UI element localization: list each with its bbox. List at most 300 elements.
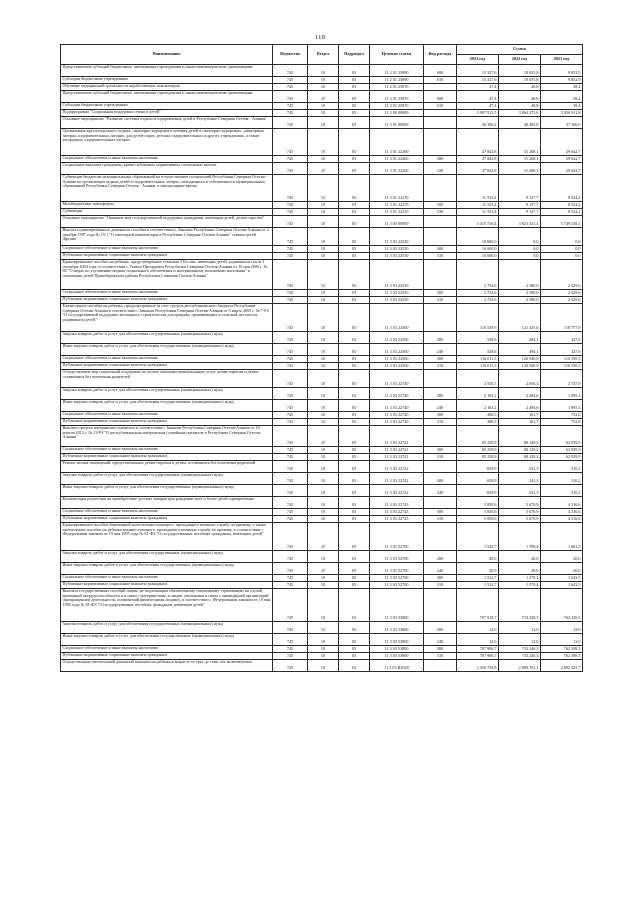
- cell-section: 10: [308, 589, 339, 622]
- table-row: [61, 419, 583, 426]
- cell-amount-2022: 68 120,2: [499, 454, 541, 461]
- cell-name: Закупка товаров, работ и услуг для обеспечения государственных (муниципальных) нужд: [61, 388, 273, 400]
- cell-name: Единовременное пособие беременной жене военнослужащего, проходящего военную службу по призыву, а также ежемесячное пособие на ребенка военнослужащего, проходящего военную службу по призыву, в соответствии с Федеральным законом от 19 мая 1995 года № 81-ФЗ "О государственных пособиях гражданам, имеющим детей": [61, 523, 273, 551]
- cell-amount-2022: 5 670,9: [499, 516, 541, 523]
- table-row: [61, 412, 583, 419]
- cell-subsection: 03: [339, 110, 370, 117]
- cell-subsection: 03: [339, 412, 370, 419]
- table-row: [61, 426, 583, 447]
- cell-amount-2021: 528,6: [457, 344, 499, 356]
- cell-article: 11 3 03 52700: [370, 582, 424, 589]
- table-row: [61, 344, 583, 356]
- cell-amount-2021: 2 754,6: [457, 290, 499, 297]
- cell-amount-2021: 1 522,7: [457, 575, 499, 582]
- cell-subsection: 03: [339, 228, 370, 246]
- cell-name: Социальное обеспечение и иные выплаты населению: [61, 246, 273, 253]
- cell-subsection: 03: [339, 65, 370, 77]
- cell-subsection: 03: [339, 646, 370, 653]
- cell-name: Социальное обеспечение и иные выплаты населению: [61, 156, 273, 163]
- cell-dept: 745: [273, 246, 308, 253]
- cell-section: 10: [308, 551, 339, 563]
- budget-table: [60, 44, 583, 672]
- cell-dept: 745: [273, 646, 308, 653]
- cell-amount-2023: 510,2: [541, 485, 583, 497]
- cell-article: 11 3 03 52700: [370, 551, 424, 563]
- cell-amount-2022: 2 494,6: [499, 400, 541, 412]
- cell-amount-2023: 38,4: [541, 91, 583, 103]
- table-row: [61, 163, 583, 175]
- cell-kind: 200: [424, 551, 457, 563]
- cell-name: Иные закупки товаров, работ и услуг для обеспечения государственных (муниципальных) нужд: [61, 634, 273, 646]
- cell-amount-2023: 1 643,5: [541, 582, 583, 589]
- cell-dept: 745: [273, 253, 308, 260]
- cell-amount-2021: 56 396,2: [457, 117, 499, 129]
- cell-kind: [424, 461, 457, 473]
- cell-amount-2023: 3 856 911,8: [541, 110, 583, 117]
- cell-section: 10: [308, 117, 339, 129]
- cell-subsection: 03: [339, 400, 370, 412]
- table-row: [61, 246, 583, 253]
- header-year-2023: 2023 год: [541, 55, 583, 65]
- cell-article: 11 2 01 25890: [370, 77, 424, 84]
- cell-section: 10: [308, 461, 339, 473]
- table-row: [61, 497, 583, 509]
- cell-section: 10: [308, 246, 339, 253]
- table-row: [61, 447, 583, 454]
- cell-amount-2023: 20,0: [541, 551, 583, 563]
- header-section: Раздел: [308, 45, 339, 65]
- cell-amount-2022: 733 246,3: [499, 653, 541, 660]
- cell-dept: 745: [273, 447, 308, 454]
- cell-amount-2023: 37 166,9: [541, 117, 583, 129]
- cell-amount-2022: 40,8: [499, 103, 541, 110]
- cell-amount-2023: 62 939,9: [541, 426, 583, 447]
- cell-amount-2023: 2 747,9: [541, 370, 583, 388]
- header-article: Целевая статья: [370, 45, 424, 65]
- cell-subsection: 03: [339, 246, 370, 253]
- cell-amount-2022: 1 579,4: [499, 575, 541, 582]
- cell-section: 10: [308, 344, 339, 356]
- cell-dept: 745: [273, 461, 308, 473]
- cell-article: 11 3 03 22740: [370, 412, 424, 419]
- cell-amount-2022: 1 599,4: [499, 523, 541, 551]
- cell-subsection: 03: [339, 356, 370, 363]
- cell-amount-2023: 2 429,6: [541, 260, 583, 290]
- cell-article: 11 3 03 22560: [370, 363, 424, 370]
- cell-amount-2023: 110 350,3: [541, 356, 583, 363]
- cell-dept: 745: [273, 551, 308, 563]
- cell-subsection: 03: [339, 447, 370, 454]
- cell-dept: 745: [273, 332, 308, 344]
- cell-subsection: 03: [339, 419, 370, 426]
- cell-kind: 300: [424, 575, 457, 582]
- cell-section: 10: [308, 419, 339, 426]
- cell-article: 11 3 03 22742: [370, 461, 424, 473]
- cell-name: Социальные выплаты гражданам, кроме публичных нормативных социальных выплат: [61, 163, 273, 175]
- cell-subsection: 03: [339, 461, 370, 473]
- cell-article: 11 3 03 22741: [370, 447, 424, 454]
- cell-section: 10: [308, 426, 339, 447]
- table-header: [61, 45, 583, 65]
- cell-article: 11 3 03 22560: [370, 344, 424, 356]
- cell-amount-2023: 2 429,6: [541, 290, 583, 297]
- cell-kind: 300: [424, 509, 457, 516]
- table-row: [61, 473, 583, 485]
- cell-article: 11 3 03 22530: [370, 228, 424, 246]
- cell-amount-2023: 9 852,9: [541, 77, 583, 84]
- cell-amount-2023: 62 939,9: [541, 454, 583, 461]
- cell-kind: [424, 129, 457, 156]
- table-row: [61, 304, 583, 332]
- cell-dept: 745: [273, 412, 308, 419]
- cell-article: 11 3 03 22743: [370, 509, 424, 516]
- cell-amount-2023: 62 939,9: [541, 447, 583, 454]
- cell-dept: 745: [273, 426, 308, 447]
- cell-article: 11 2 01 25870: [370, 84, 424, 91]
- cell-amount-2021: 11 553,4: [457, 175, 499, 202]
- cell-subsection: 03: [339, 516, 370, 523]
- cell-section: 10: [308, 575, 339, 582]
- cell-section: 10: [308, 156, 339, 163]
- cell-amount-2023: 38,4: [541, 103, 583, 110]
- cell-amount-2021: 528,6: [457, 332, 499, 344]
- table-row: [61, 175, 583, 202]
- cell-name: Публичные нормативные социальные выплаты гражданам: [61, 363, 273, 370]
- cell-dept: 745: [273, 304, 308, 332]
- cell-kind: 320: [424, 163, 457, 175]
- cell-name: Социальное обеспечение и иные выплаты населению: [61, 412, 273, 419]
- cell-article: 11 2 01 25870: [370, 103, 424, 110]
- cell-name: Социальное обеспечение и иные выплаты населению: [61, 447, 273, 454]
- table-row: [61, 363, 583, 370]
- cell-subsection: 03: [339, 454, 370, 461]
- table-row: [61, 575, 583, 582]
- cell-section: 10: [308, 290, 339, 297]
- header-name: Наименование: [61, 45, 273, 65]
- cell-section: 10: [308, 253, 339, 260]
- cell-dept: 745: [273, 260, 308, 290]
- cell-kind: [424, 497, 457, 509]
- table-row: [61, 356, 583, 363]
- cell-name: Иные закупки товаров, работ и услуг для обеспечения государственных (муниципальных) нужд: [61, 344, 273, 356]
- cell-subsection: 03: [339, 473, 370, 485]
- table-row: [61, 509, 583, 516]
- cell-amount-2023: 110 350,3: [541, 363, 583, 370]
- cell-amount-2022: 2 656,3: [499, 370, 541, 388]
- cell-name: Публичные нормативные социальные выплаты гражданам: [61, 419, 273, 426]
- cell-amount-2023: 4 316,6: [541, 497, 583, 509]
- cell-article: 11 3 03 22560: [370, 356, 424, 363]
- cell-section: 10: [308, 634, 339, 646]
- cell-kind: [424, 216, 457, 228]
- cell-amount-2021: 116 539,9: [457, 304, 499, 332]
- cell-section: 10: [308, 260, 339, 290]
- cell-article: 11 3 03 22743: [370, 516, 424, 523]
- cell-amount-2022: 20,0: [499, 551, 541, 563]
- cell-kind: [424, 84, 457, 91]
- cell-amount-2022: 2 580,0: [499, 290, 541, 297]
- cell-amount-2021: 2 754,6: [457, 297, 499, 304]
- header-dept: Ведомство: [273, 45, 308, 65]
- cell-dept: 745: [273, 523, 308, 551]
- cell-kind: 300: [424, 246, 457, 253]
- cell-article: 11 3 03 00000: [370, 216, 424, 228]
- cell-article: 11 3 03 53800: [370, 589, 424, 622]
- cell-subsection: 03: [339, 523, 370, 551]
- table-row: [61, 653, 583, 660]
- cell-subsection: 03: [339, 332, 370, 344]
- cell-section: 10: [308, 660, 339, 672]
- cell-section: 10: [308, 363, 339, 370]
- cell-section: 10: [308, 228, 339, 246]
- cell-amount-2022: 120 940,9: [499, 356, 541, 363]
- cell-amount-2023: 0,0: [541, 228, 583, 246]
- cell-amount-2021: 47 842,8: [457, 129, 499, 156]
- table-row: [61, 332, 583, 344]
- cell-name: Иные закупки товаров, работ и услуг для обеспечения государственных (муниципальных) нужд: [61, 485, 273, 497]
- cell-name: Предоставление субсидий бюджетным, автономным учреждениям и иным некоммерческим организациям: [61, 91, 273, 103]
- cell-amount-2022: 161,7: [499, 412, 541, 419]
- cell-amount-2022: 2 580,0: [499, 260, 541, 290]
- table-row: [61, 91, 583, 103]
- cell-section: 10: [308, 103, 339, 110]
- cell-name: Субвенции: [61, 209, 273, 216]
- cell-section: 10: [308, 447, 339, 454]
- cell-amount-2021: 85 250,9: [457, 447, 499, 454]
- cell-name: Публичные нормативные социальные выплаты гражданам: [61, 253, 273, 260]
- cell-amount-2023: 4 316,6: [541, 516, 583, 523]
- cell-kind: 240: [424, 634, 457, 646]
- cell-section: 10: [308, 356, 339, 363]
- cell-kind: 300: [424, 356, 457, 363]
- cell-amount-2021: 2 163,2: [457, 388, 499, 400]
- cell-dept: 745: [273, 485, 308, 497]
- cell-section: 10: [308, 582, 339, 589]
- cell-subsection: 03: [339, 156, 370, 163]
- cell-kind: 310: [424, 253, 457, 260]
- table-row: [61, 646, 583, 653]
- table-row: [61, 228, 583, 246]
- cell-article: 11 3 03 22741: [370, 454, 424, 461]
- cell-amount-2021: 5 850,6: [457, 509, 499, 516]
- cell-amount-2023: 8 524,2: [541, 175, 583, 202]
- table-row: [61, 117, 583, 129]
- cell-amount-2023: 9 852,9: [541, 65, 583, 77]
- cell-article: 11 3 03 22550: [370, 290, 424, 297]
- cell-article: 11 3 03 52700: [370, 523, 424, 551]
- cell-kind: 500: [424, 202, 457, 209]
- cell-subsection: 03: [339, 388, 370, 400]
- cell-kind: [424, 304, 457, 332]
- cell-amount-2022: 31 268,1: [499, 163, 541, 175]
- cell-dept: 745: [273, 103, 308, 110]
- table-row: [61, 400, 583, 412]
- cell-amount-2021: 3 415 716,4: [457, 216, 499, 228]
- cell-name: Выплата единовременного денежного пособия в соответствии с Законом Республики Северная Осетия-Алания от 2 декабря 1997 года № 15-1 "О ежегодной компенсации в Республике Северная Осетия-Алания" семьям детей Афгана": [61, 228, 273, 246]
- cell-section: 10: [308, 65, 339, 77]
- cell-dept: 745: [273, 209, 308, 216]
- cell-name: Ежемесячное пособие на ребенка, предусмотренное за счет средств республиканского бюджета Республики Северная Осетия-Алания в соответствии с Законом Республики Северная Осетия-Алания от 3 марта 2005 г. № 7-РЗ "О государственной поддержке жилищного строительства для граждан, проживающих в сельской местности, родившихся детей": [61, 304, 273, 332]
- table-row: [61, 297, 583, 304]
- cell-dept: 745: [273, 344, 308, 356]
- cell-amount-2021: 16 600,0: [457, 246, 499, 253]
- cell-amount-2021: 5 850,6: [457, 497, 499, 509]
- cell-dept: 745: [273, 419, 308, 426]
- cell-amount-2021: 47,4: [457, 103, 499, 110]
- cell-amount-2021: 15 327,6: [457, 65, 499, 77]
- cell-dept: 745: [273, 582, 308, 589]
- cell-kind: 600: [424, 65, 457, 77]
- cell-section: 10: [308, 412, 339, 419]
- cell-amount-2023: 752,6: [541, 419, 583, 426]
- cell-amount-2022: 0,0: [499, 228, 541, 246]
- cell-kind: 610: [424, 77, 457, 84]
- cell-section: 10: [308, 388, 339, 400]
- cell-amount-2023: 20,0: [541, 563, 583, 575]
- cell-amount-2022: 3 823 521,4: [499, 216, 541, 228]
- cell-amount-2021: 16 600,0: [457, 228, 499, 246]
- cell-subsection: 03: [339, 163, 370, 175]
- cell-amount-2023: 110 777,9: [541, 304, 583, 332]
- cell-kind: 310: [424, 297, 457, 304]
- table-body: [61, 65, 583, 672]
- cell-amount-2022: 0,0: [499, 253, 541, 260]
- cell-amount-2023: 2 802 425,7: [541, 660, 583, 672]
- header-sum: Сумма: [457, 45, 583, 55]
- cell-kind: [424, 110, 457, 117]
- cell-article: 11 3 03 22550: [370, 297, 424, 304]
- cell-kind: [424, 426, 457, 447]
- cell-subsection: 03: [339, 304, 370, 332]
- cell-amount-2022: 10 655,8: [499, 65, 541, 77]
- cell-amount-2022: 2 494,6: [499, 388, 541, 400]
- cell-kind: 300: [424, 156, 457, 163]
- table-row: [61, 388, 583, 400]
- table-row: [61, 156, 583, 163]
- cell-section: 10: [308, 209, 339, 216]
- cell-amount-2021: 707 918,7: [457, 589, 499, 622]
- cell-name: Социальное обеспечение и иные выплаты населению: [61, 290, 273, 297]
- cell-kind: [424, 589, 457, 622]
- cell-article: 11 3 03 22741: [370, 426, 424, 447]
- cell-section: 10: [308, 646, 339, 653]
- cell-amount-2021: 12,0: [457, 634, 499, 646]
- table-row: [61, 110, 583, 117]
- cell-section: 10: [308, 77, 339, 84]
- cell-section: 10: [308, 653, 339, 660]
- cell-subsection: 03: [339, 129, 370, 156]
- cell-name: Иные закупки товаров, работ и услуг для обеспечения государственных (муниципальных) нужд: [61, 400, 273, 412]
- cell-article: 11 3 03 22530: [370, 253, 424, 260]
- cell-amount-2021: 16 600,0: [457, 253, 499, 260]
- cell-section: 10: [308, 84, 339, 91]
- cell-subsection: 03: [339, 582, 370, 589]
- cell-amount-2021: 12,0: [457, 622, 499, 634]
- cell-amount-2022: 733 258,3: [499, 589, 541, 622]
- cell-subsection: 03: [339, 260, 370, 290]
- cell-dept: 745: [273, 110, 308, 117]
- header-year-2022: 2022 год: [499, 55, 541, 65]
- cell-amount-2023: 2 429,6: [541, 297, 583, 304]
- cell-article: 11 3 00 00000: [370, 110, 424, 117]
- cell-name: Социальное обеспечение и иные выплаты населению: [61, 575, 273, 582]
- cell-section: 10: [308, 163, 339, 175]
- cell-amount-2023: 510,2: [541, 473, 583, 485]
- cell-amount-2022: 9 137,7: [499, 202, 541, 209]
- cell-name: Предоставление субсидий бюджетным, автономным учреждениям и иным некоммерческим организациям: [61, 65, 273, 77]
- cell-kind: [424, 370, 457, 388]
- cell-kind: 530: [424, 209, 457, 216]
- cell-amount-2023: 762 398,3: [541, 646, 583, 653]
- cell-subsection: 03: [339, 117, 370, 129]
- cell-amount-2022: 120 940,9: [499, 363, 541, 370]
- cell-name: Публичные нормативные социальные выплаты гражданам: [61, 297, 273, 304]
- cell-amount-2023: 29 642,7: [541, 156, 583, 163]
- cell-amount-2023: 1 663,5: [541, 523, 583, 551]
- cell-amount-2021: 116 011,3: [457, 356, 499, 363]
- cell-subsection: 03: [339, 589, 370, 622]
- cell-amount-2021: 11 553,4: [457, 209, 499, 216]
- header-kind: Вид расхода: [424, 45, 457, 65]
- cell-article: 11 3 01 22260: [370, 129, 424, 156]
- cell-amount-2023: 762 410,3: [541, 589, 583, 622]
- cell-amount-2021: 15 327,6: [457, 77, 499, 84]
- table-row: [61, 216, 583, 228]
- cell-dept: 745: [273, 175, 308, 202]
- cell-amount-2023: 1 995,3: [541, 400, 583, 412]
- cell-amount-2021: 47,4: [457, 91, 499, 103]
- cell-article: 11 3 03 22742: [370, 473, 424, 485]
- cell-kind: [424, 117, 457, 129]
- table-row: [61, 260, 583, 290]
- cell-dept: 745: [273, 370, 308, 388]
- cell-amount-2022: 10 655,8: [499, 77, 541, 84]
- cell-dept: 745: [273, 84, 308, 91]
- table-row: [61, 622, 583, 634]
- cell-kind: 310: [424, 582, 457, 589]
- cell-subsection: 03: [339, 370, 370, 388]
- cell-section: 10: [308, 473, 339, 485]
- cell-name: Основное мероприятие "Оказание мер государственной поддержки гражданам, имеющим детей, детям-сиротам": [61, 216, 273, 228]
- cell-section: 10: [308, 370, 339, 388]
- cell-amount-2023: 427,6: [541, 332, 583, 344]
- cell-kind: 200: [424, 622, 457, 634]
- cell-amount-2023: 427,6: [541, 344, 583, 356]
- cell-kind: 240: [424, 485, 457, 497]
- header-year-2021: 2021 год: [457, 55, 499, 65]
- cell-amount-2022: 20,0: [499, 563, 541, 575]
- cell-dept: 745: [273, 509, 308, 516]
- cell-name: Публичные нормативные социальные выплаты гражданам: [61, 582, 273, 589]
- cell-kind: 300: [424, 412, 457, 419]
- cell-amount-2022: 2 580,0: [499, 297, 541, 304]
- cell-amount-2023: 762 398,3: [541, 653, 583, 660]
- cell-subsection: 03: [339, 575, 370, 582]
- cell-amount-2022: 0,0: [499, 246, 541, 253]
- cell-subsection: 03: [339, 202, 370, 209]
- cell-section: 10: [308, 332, 339, 344]
- cell-section: 10: [308, 516, 339, 523]
- cell-kind: [424, 228, 457, 246]
- cell-section: 10: [308, 497, 339, 509]
- cell-amount-2023: 0,0: [541, 253, 583, 260]
- table-row: [61, 582, 583, 589]
- header-subsection: Подраздел: [339, 45, 370, 65]
- table-row: [61, 563, 583, 575]
- table-row: [61, 485, 583, 497]
- cell-dept: 745: [273, 563, 308, 575]
- cell-article: 11 3 03 53800: [370, 646, 424, 653]
